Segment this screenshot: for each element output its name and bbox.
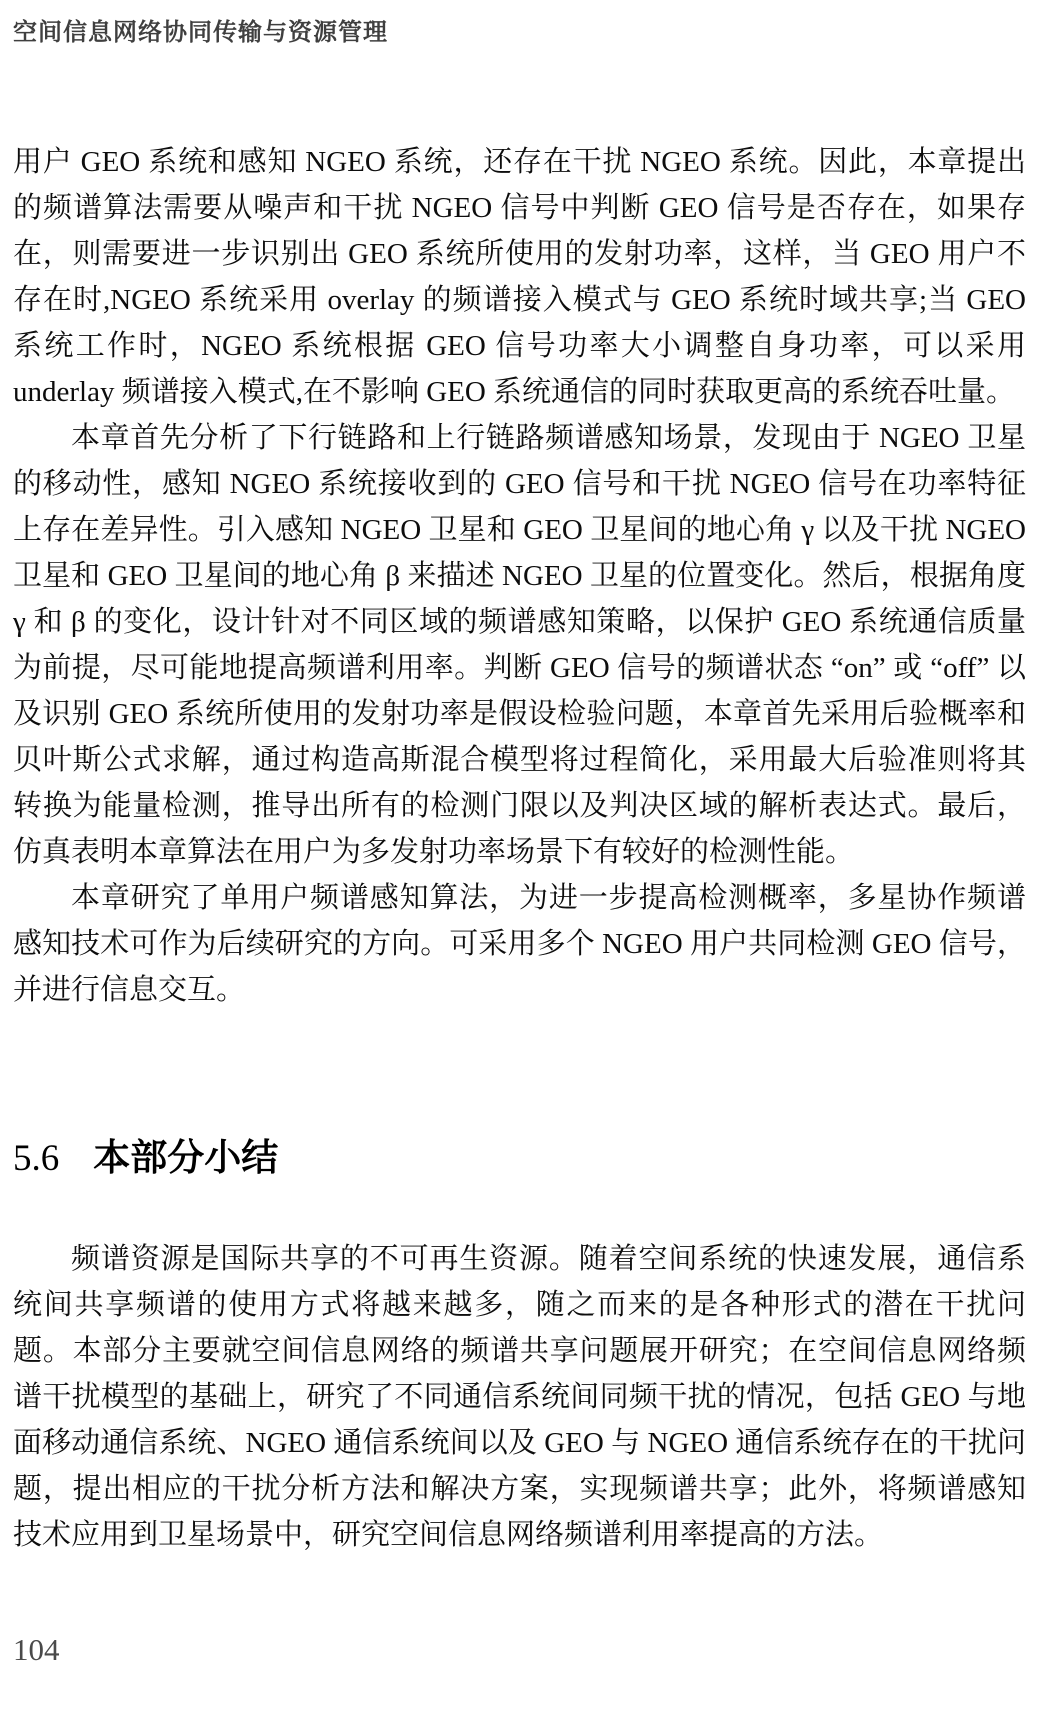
- section-heading: [13, 1135, 1026, 1182]
- body-paragraph: 频谱资源是国际共享的不可再生资源。随着空间系统的快速发展，通信系统间共享频谱的使用方式将越来越多，随之而来的是各种形式的潜在干扰问题。本部分主要就空间信息网络的频谱共享问题展开研究；在空间信息网络频谱干扰模型的基础上，研究了不同通信系统间同频干扰的情况，包括 GEO 与地面移动通信系统、NGEO 通信系统间以及 GEO 与 NGEO 通信系统存在的干扰问题，提出相应的干扰分析方法和解决方案，实现频谱共享；此外，将频谱感知技术应用到卫星场景中，研究空间信息网络频谱利用率提高的方法。: [13, 1243, 1026, 1551]
- page-number: 104: [13, 1632, 60, 1667]
- section-title: 本部分小结: [93, 1137, 279, 1178]
- body-paragraph: 本章首先分析了下行链路和上行链路频谱感知场景，发现由于 NGEO 卫星的移动性，感知 NGEO 系统接收到的 GEO 信号和干扰 NGEO 信号在功率特征上存在差异性。引入感知 NGEO 卫星和 GEO 卫星间的地心角 γ 以及干扰 NGEO 卫星和 GEO 卫星间的地心角 β 来描述 NGEO 卫星的位置变化。然后，根据角度 γ 和 β 的变化，设计针对不同区域的频谱感知策略，以保护 GEO 系统通信质量为前提，尽可能地提高频谱利用率。判断 GEO 信号的频谱状态 “on” 或 “off” 以及识别 GEO 系统所使用的发射功率是假设检验问题，本章首先采用后验概率和贝叶斯公式求解，通过构造高斯混合模型将过程简化，采用最大后验准则将其转换为能量检测，推导出所有的检测门限以及判决区域的解析表达式。最后，仿真表明本章算法在用户为多发射功率场景下有较好的检测性能。: [13, 422, 1026, 868]
- section-number: 5.6: [13, 1138, 60, 1179]
- body-paragraph: 用户 GEO 系统和感知 NGEO 系统，还存在干扰 NGEO 系统。因此，本章提出的频谱算法需要从噪声和干扰 NGEO 信号中判断 GEO 信号是否存在，如果存在，则需要进一步识别出 GEO 系统所使用的发射功率，这样，当 GEO 用户不存在时,NGEO 系统采用 overlay 的频谱接入模式与 GEO 系统时域共享;当 GEO 系统工作时，NGEO 系统根据 GEO 信号功率大小调整自身功率，可以采用 underlay 频谱接入模式,在不影响 GEO 系统通信的同时获取更高的系统吞吐量。: [13, 146, 1026, 408]
- running-head: 空间信息网络协同传输与资源管理: [13, 19, 388, 46]
- body-text: [13, 139, 1026, 1558]
- body-paragraph: 本章研究了单用户频谱感知算法，为进一步提高检测概率，多星协作频谱感知技术可作为后续研究的方向。可采用多个 NGEO 用户共同检测 GEO 信号，并进行信息交互。: [13, 882, 1026, 1006]
